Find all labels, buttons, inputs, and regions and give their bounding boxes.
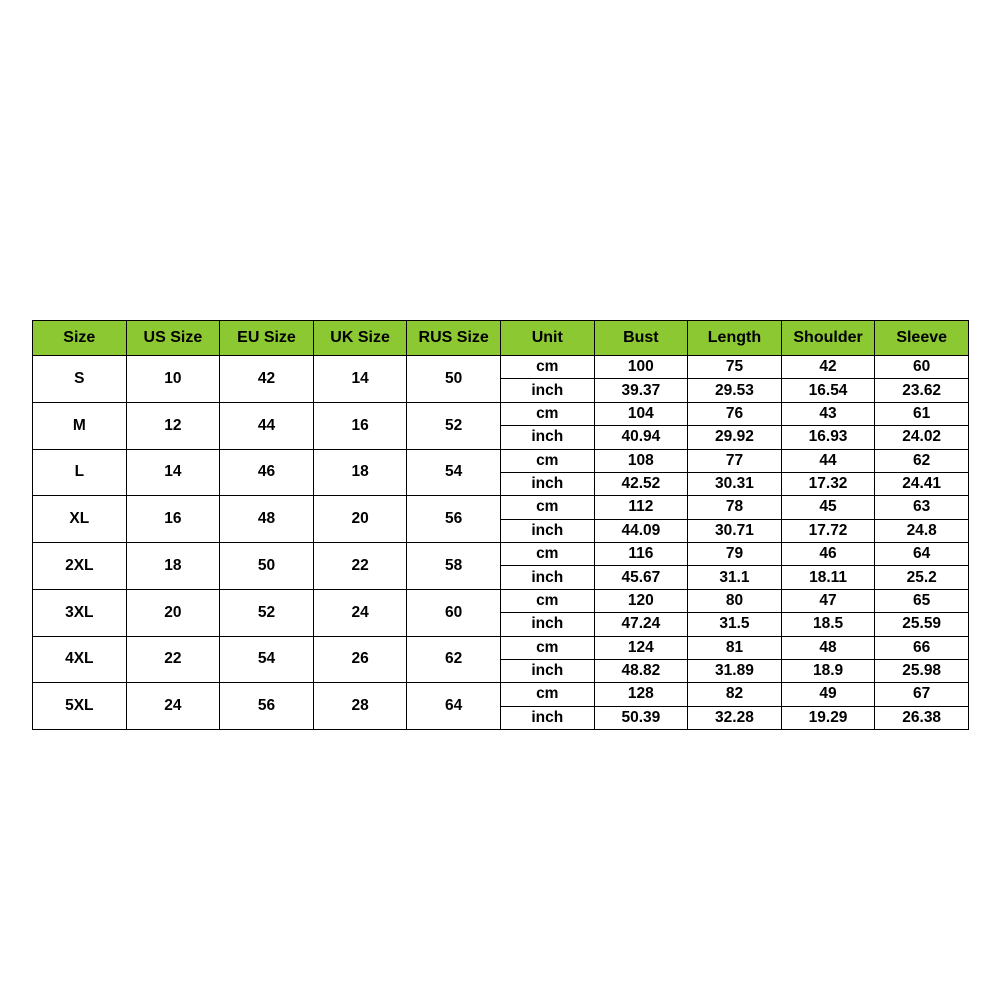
length-cell: 82 xyxy=(688,683,782,706)
us-size-cell: 22 xyxy=(126,636,220,683)
bust-cell: 116 xyxy=(594,543,688,566)
length-cell: 80 xyxy=(688,589,782,612)
sleeve-cell: 60 xyxy=(875,356,969,379)
size-cell: S xyxy=(33,356,127,403)
shoulder-cell: 49 xyxy=(781,683,875,706)
us-size-cell: 14 xyxy=(126,449,220,496)
eu-size-cell: 50 xyxy=(220,543,314,590)
bust-cell: 124 xyxy=(594,636,688,659)
length-cell: 31.89 xyxy=(688,659,782,682)
rus-size-cell: 56 xyxy=(407,496,501,543)
length-cell: 77 xyxy=(688,449,782,472)
eu-size-cell: 42 xyxy=(220,356,314,403)
sleeve-cell: 66 xyxy=(875,636,969,659)
size-cell: 4XL xyxy=(33,636,127,683)
header-cell-us-size: US Size xyxy=(126,321,220,356)
shoulder-cell: 47 xyxy=(781,589,875,612)
bust-cell: 48.82 xyxy=(594,659,688,682)
bust-cell: 40.94 xyxy=(594,426,688,449)
uk-size-cell: 14 xyxy=(313,356,407,403)
shoulder-cell: 44 xyxy=(781,449,875,472)
length-cell: 81 xyxy=(688,636,782,659)
unit-cell: inch xyxy=(500,706,594,729)
header-cell-unit: Unit xyxy=(500,321,594,356)
sleeve-cell: 25.98 xyxy=(875,659,969,682)
length-cell: 30.71 xyxy=(688,519,782,542)
us-size-cell: 18 xyxy=(126,543,220,590)
table-row xyxy=(33,449,969,472)
shoulder-cell: 16.54 xyxy=(781,379,875,402)
sleeve-cell: 25.59 xyxy=(875,613,969,636)
length-cell: 29.92 xyxy=(688,426,782,449)
eu-size-cell: 44 xyxy=(220,402,314,449)
bust-cell: 47.24 xyxy=(594,613,688,636)
unit-cell: cm xyxy=(500,543,594,566)
length-cell: 75 xyxy=(688,356,782,379)
eu-size-cell: 56 xyxy=(220,683,314,730)
uk-size-cell: 22 xyxy=(313,543,407,590)
unit-cell: inch xyxy=(500,426,594,449)
rus-size-cell: 60 xyxy=(407,589,501,636)
unit-cell: cm xyxy=(500,589,594,612)
shoulder-cell: 45 xyxy=(781,496,875,519)
sleeve-cell: 24.8 xyxy=(875,519,969,542)
eu-size-cell: 54 xyxy=(220,636,314,683)
size-cell: 3XL xyxy=(33,589,127,636)
shoulder-cell: 46 xyxy=(781,543,875,566)
uk-size-cell: 26 xyxy=(313,636,407,683)
unit-cell: cm xyxy=(500,683,594,706)
us-size-cell: 24 xyxy=(126,683,220,730)
header-cell-shoulder: Shoulder xyxy=(781,321,875,356)
length-cell: 31.5 xyxy=(688,613,782,636)
header-row xyxy=(33,321,969,356)
rus-size-cell: 62 xyxy=(407,636,501,683)
bust-cell: 104 xyxy=(594,402,688,425)
shoulder-cell: 19.29 xyxy=(781,706,875,729)
uk-size-cell: 24 xyxy=(313,589,407,636)
sleeve-cell: 65 xyxy=(875,589,969,612)
unit-cell: cm xyxy=(500,356,594,379)
bust-cell: 128 xyxy=(594,683,688,706)
unit-cell: inch xyxy=(500,613,594,636)
unit-cell: cm xyxy=(500,449,594,472)
length-cell: 31.1 xyxy=(688,566,782,589)
bust-cell: 100 xyxy=(594,356,688,379)
unit-cell: inch xyxy=(500,379,594,402)
header-cell-sleeve: Sleeve xyxy=(875,321,969,356)
table-row xyxy=(33,589,969,612)
rus-size-cell: 64 xyxy=(407,683,501,730)
sleeve-cell: 23.62 xyxy=(875,379,969,402)
size-chart-table xyxy=(32,320,969,730)
header-cell-uk-size: UK Size xyxy=(313,321,407,356)
size-cell: M xyxy=(33,402,127,449)
length-cell: 76 xyxy=(688,402,782,425)
shoulder-cell: 18.9 xyxy=(781,659,875,682)
table-row xyxy=(33,636,969,659)
size-cell: 5XL xyxy=(33,683,127,730)
shoulder-cell: 17.72 xyxy=(781,519,875,542)
rus-size-cell: 58 xyxy=(407,543,501,590)
shoulder-cell: 48 xyxy=(781,636,875,659)
bust-cell: 39.37 xyxy=(594,379,688,402)
unit-cell: cm xyxy=(500,496,594,519)
us-size-cell: 12 xyxy=(126,402,220,449)
sleeve-cell: 61 xyxy=(875,402,969,425)
uk-size-cell: 16 xyxy=(313,402,407,449)
shoulder-cell: 17.32 xyxy=(781,472,875,495)
unit-cell: inch xyxy=(500,566,594,589)
header-cell-rus-size: RUS Size xyxy=(407,321,501,356)
table-row xyxy=(33,543,969,566)
us-size-cell: 20 xyxy=(126,589,220,636)
bust-cell: 45.67 xyxy=(594,566,688,589)
sleeve-cell: 67 xyxy=(875,683,969,706)
size-cell: 2XL xyxy=(33,543,127,590)
sleeve-cell: 64 xyxy=(875,543,969,566)
sleeve-cell: 26.38 xyxy=(875,706,969,729)
uk-size-cell: 28 xyxy=(313,683,407,730)
length-cell: 32.28 xyxy=(688,706,782,729)
unit-cell: cm xyxy=(500,636,594,659)
sleeve-cell: 24.41 xyxy=(875,472,969,495)
size-chart-body xyxy=(33,356,969,730)
eu-size-cell: 46 xyxy=(220,449,314,496)
table-row xyxy=(33,496,969,519)
unit-cell: cm xyxy=(500,402,594,425)
header-cell-bust: Bust xyxy=(594,321,688,356)
shoulder-cell: 18.11 xyxy=(781,566,875,589)
unit-cell: inch xyxy=(500,472,594,495)
header-cell-length: Length xyxy=(688,321,782,356)
length-cell: 79 xyxy=(688,543,782,566)
rus-size-cell: 52 xyxy=(407,402,501,449)
unit-cell: inch xyxy=(500,659,594,682)
eu-size-cell: 48 xyxy=(220,496,314,543)
sleeve-cell: 63 xyxy=(875,496,969,519)
eu-size-cell: 52 xyxy=(220,589,314,636)
shoulder-cell: 16.93 xyxy=(781,426,875,449)
size-cell: L xyxy=(33,449,127,496)
length-cell: 78 xyxy=(688,496,782,519)
header-cell-eu-size: EU Size xyxy=(220,321,314,356)
bust-cell: 108 xyxy=(594,449,688,472)
bust-cell: 44.09 xyxy=(594,519,688,542)
unit-cell: inch xyxy=(500,519,594,542)
sleeve-cell: 62 xyxy=(875,449,969,472)
sleeve-cell: 24.02 xyxy=(875,426,969,449)
uk-size-cell: 20 xyxy=(313,496,407,543)
length-cell: 29.53 xyxy=(688,379,782,402)
header-cell-size: Size xyxy=(33,321,127,356)
size-cell: XL xyxy=(33,496,127,543)
shoulder-cell: 42 xyxy=(781,356,875,379)
shoulder-cell: 18.5 xyxy=(781,613,875,636)
bust-cell: 112 xyxy=(594,496,688,519)
bust-cell: 42.52 xyxy=(594,472,688,495)
bust-cell: 120 xyxy=(594,589,688,612)
rus-size-cell: 54 xyxy=(407,449,501,496)
uk-size-cell: 18 xyxy=(313,449,407,496)
length-cell: 30.31 xyxy=(688,472,782,495)
table-row xyxy=(33,356,969,379)
shoulder-cell: 43 xyxy=(781,402,875,425)
table-row xyxy=(33,402,969,425)
sleeve-cell: 25.2 xyxy=(875,566,969,589)
us-size-cell: 10 xyxy=(126,356,220,403)
bust-cell: 50.39 xyxy=(594,706,688,729)
rus-size-cell: 50 xyxy=(407,356,501,403)
us-size-cell: 16 xyxy=(126,496,220,543)
table-row xyxy=(33,683,969,706)
